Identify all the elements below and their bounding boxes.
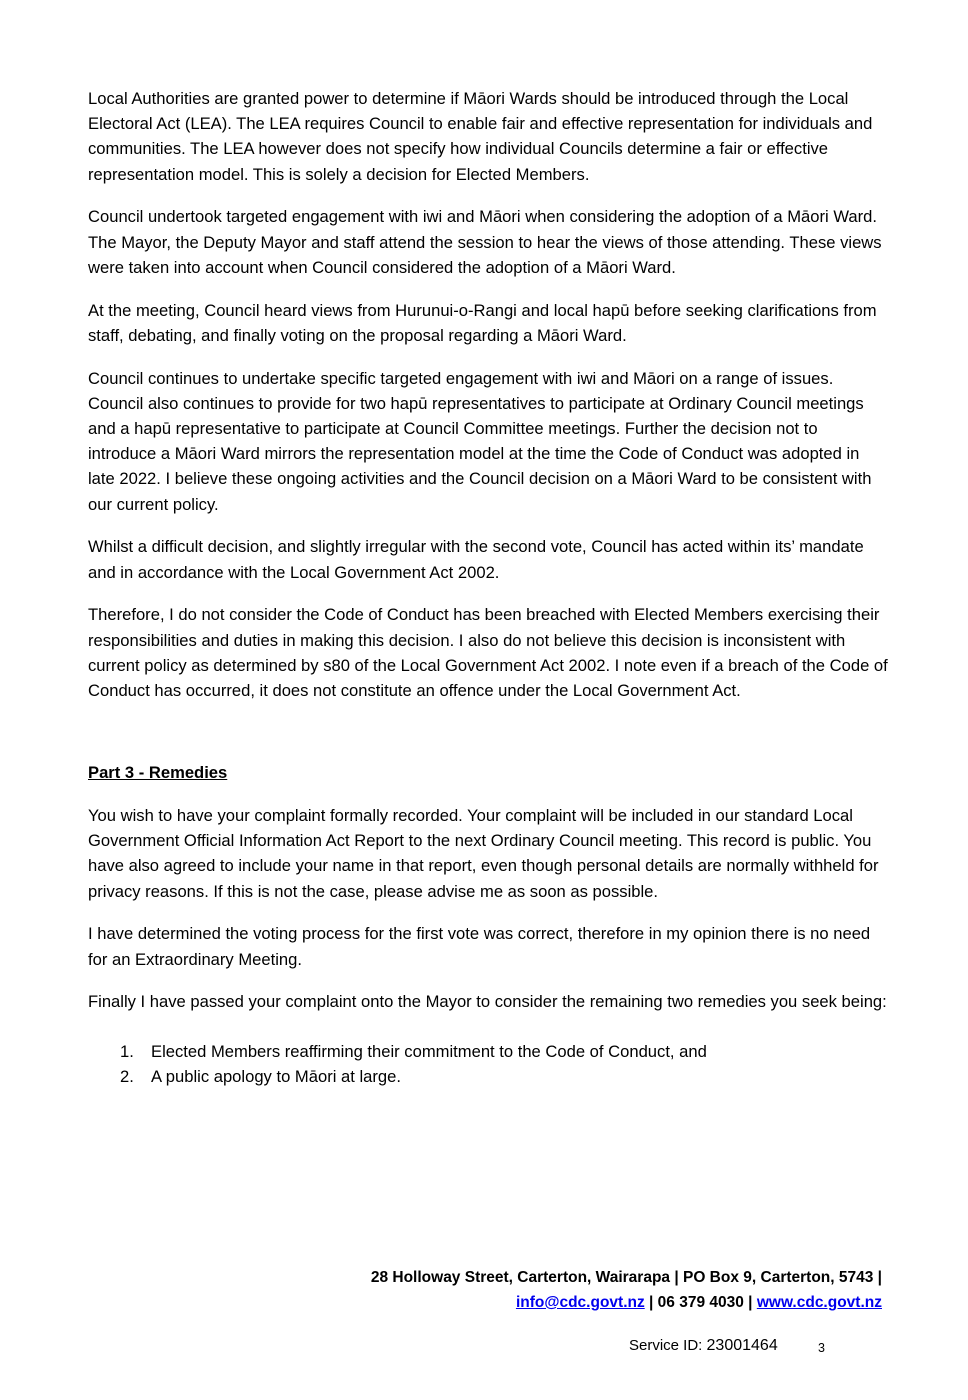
- list-item: [88, 1039, 888, 1064]
- paragraph-meeting-views: At the meeting, Council heard views from Hurunui-o-Rangi and local hapū before seeking clarifications from staff, debating, and finally voting on the proposal regarding a Māori Ward.: [88, 300, 877, 345]
- service-id: [629, 1336, 778, 1356]
- paragraph-targeted-engagement: Council undertook targeted engagement with iwi and Māori when considering the adoption of a Māori Ward. The Mayor, the Deputy Mayor and staff attend the session to hear the views of those attending. These views were taken into account when Council considered the adoption of a Māori Ward.: [88, 207, 882, 277]
- list-item-text: Elected Members reaffirming their commitment to the Code of Conduct, and: [151, 1041, 707, 1061]
- paragraph-mayor-remedies: Finally I have passed your complaint onto the Mayor to consider the remaining two remedies you seek being:: [88, 992, 887, 1012]
- list-item: [88, 1064, 888, 1089]
- paragraph-ongoing-engagement: Council continues to undertake specific targeted engagement with iwi and Māori on a range of issues. Council also continues to provide for two hapū representatives to participate at Ordinary Council meetings and a hapū representative to participate at Council Committee meetings. Further the decision not to introduce a Māori Ward mirrors the representation model at the time the Code of Conduct was adopted in late 2022. I believe these ongoing activities and the Council decision on a Māori Ward to be consistent with our current policy.: [88, 368, 872, 514]
- document-body: [88, 86, 888, 1089]
- paragraph-voting-process: I have determined the voting process for the first vote was correct, therefore in my opinion there is no need for an Extraordinary Meeting.: [88, 924, 871, 969]
- remedies-list: [88, 1039, 888, 1089]
- paragraph-lea-powers: Local Authorities are granted power to determine if Māori Wards should be introduced through the Local Electoral Act (LEA). The LEA requires Council to enable fair and effective representation for individuals and communities. The LEA however does not specify how individual Councils determine a fair or effective representation model. This is solely a decision for Elected Members.: [88, 89, 873, 184]
- service-id-value: 23001464: [706, 1337, 778, 1354]
- footer-address: 28 Holloway Street, Carterton, Wairarapa | PO Box 9, Carterton, 5743 |: [370, 1269, 882, 1286]
- list-item-number: 2.: [120, 1066, 134, 1086]
- footer-phone: | 06 379 4030 |: [644, 1294, 757, 1311]
- paragraph-complaint-recorded: You wish to have your complaint formally recorded. Your complaint will be included in our standard Local Government Official Information Act Report to the next Ordinary Council meeting. This record is public. You have also agreed to include your name in that report, even though personal details are normally withheld for privacy reasons. If this is not the case, please advise me as soon as possible.: [88, 806, 879, 901]
- email-link[interactable]: info@cdc.govt.nz: [515, 1294, 645, 1311]
- footer-contact: [371, 1265, 882, 1315]
- footer-contact-line: [371, 1290, 882, 1315]
- paragraph-conclusion: Therefore, I do not consider the Code of Conduct has been breached with Elected Members exercising their responsibilities and duties in making this decision. I also do not believe this decision is inconsistent with current policy as determined by s80 of the Local Government Act 2002. I note even if a breach of the Code of Conduct has occurred, it does not constitute an offence under the Local Government Act.: [88, 605, 888, 701]
- list-item-text: A public apology to Māori at large.: [151, 1066, 401, 1086]
- page-number: 3: [818, 1341, 825, 1355]
- section-heading-part3: Part 3 - Remedies: [88, 763, 228, 783]
- list-item-number: 1.: [120, 1041, 134, 1061]
- service-id-label: Service ID:: [629, 1337, 707, 1354]
- paragraph-difficult-decision: Whilst a difficult decision, and slightly irregular with the second vote, Council has acted within its’ mandate and in accordance with the Local Government Act 2002.: [88, 537, 864, 582]
- website-link[interactable]: www.cdc.govt.nz: [756, 1294, 882, 1311]
